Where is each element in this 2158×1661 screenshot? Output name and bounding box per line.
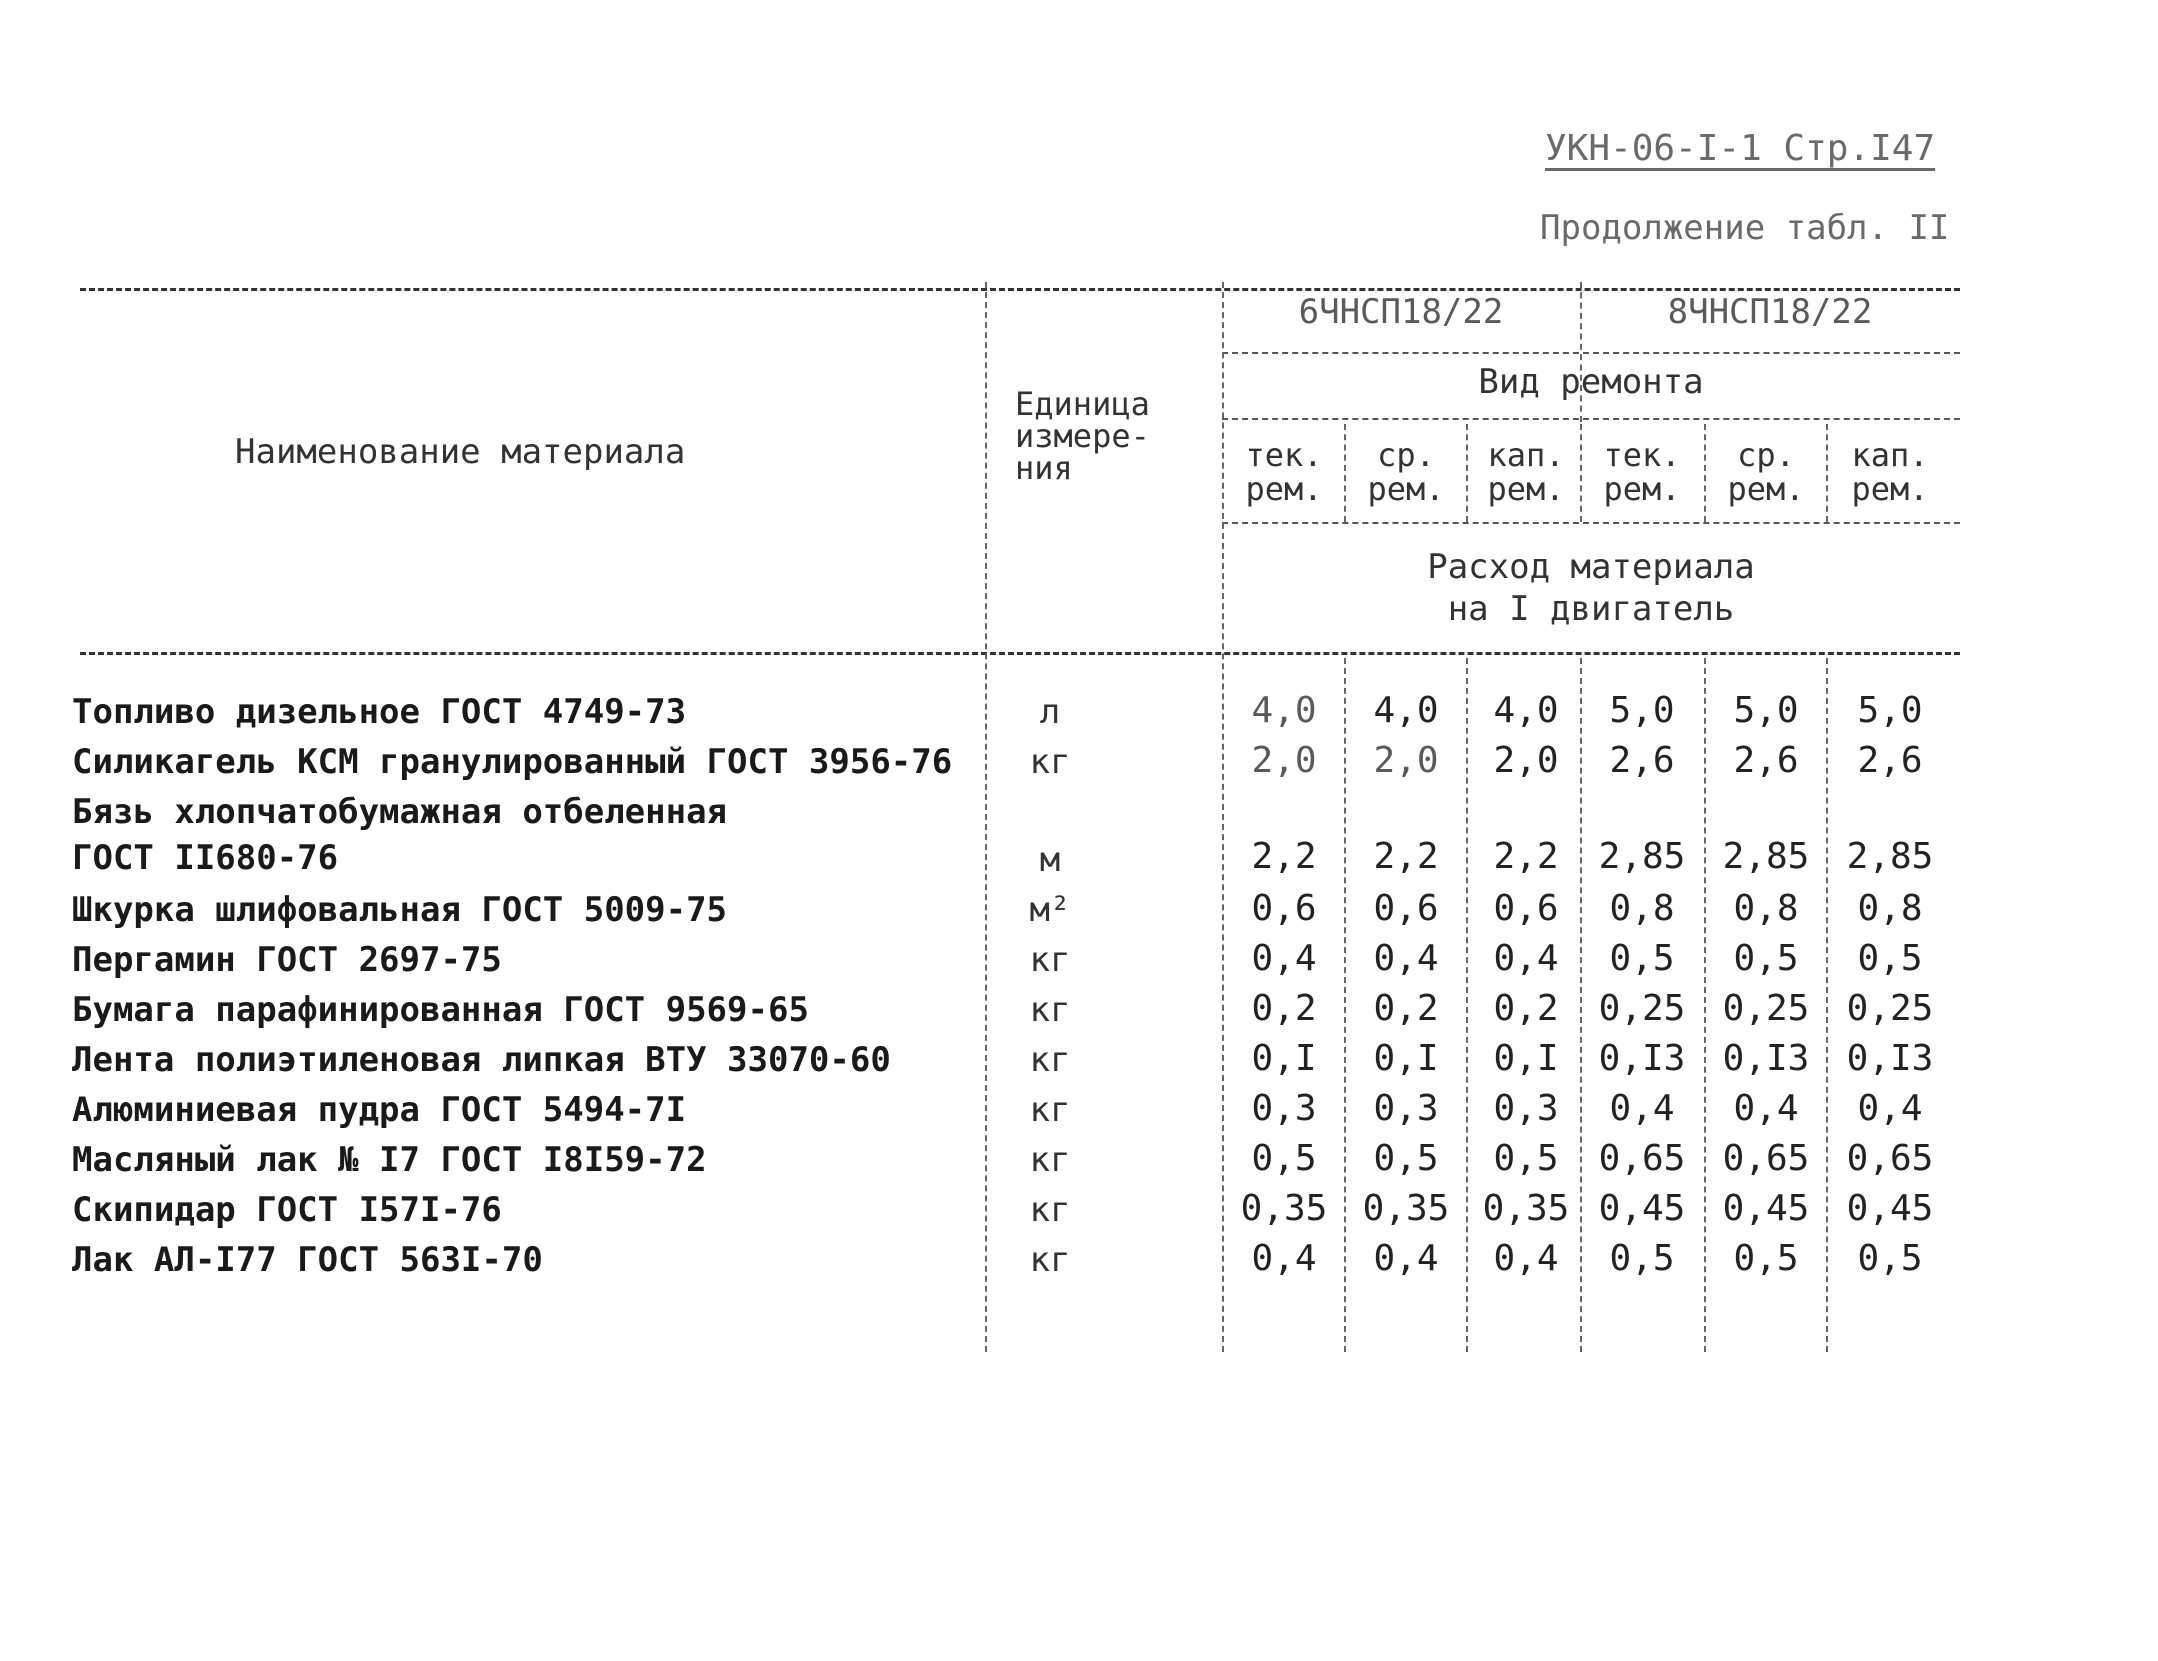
row-9-value-6: 0,65 bbox=[1846, 1138, 1934, 1179]
row-2-value-3: 2,0 bbox=[1493, 740, 1559, 781]
row-5-value-5: 0,5 bbox=[1733, 938, 1799, 979]
row-7-value-6: 0,I3 bbox=[1846, 1038, 1934, 1079]
row-2-value-6: 2,6 bbox=[1857, 740, 1923, 781]
row-3-value-1: 2,2 bbox=[1251, 836, 1317, 877]
row-10-value-2: 0,35 bbox=[1362, 1188, 1450, 1229]
row-8-value-5: 0,4 bbox=[1733, 1088, 1799, 1129]
row-3-value-2: 2,2 bbox=[1373, 836, 1439, 877]
row-4-value-6: 0,8 bbox=[1857, 888, 1923, 929]
row-9-unit: кг bbox=[1029, 1140, 1071, 1180]
row-6-value-2: 0,2 bbox=[1373, 988, 1439, 1029]
row-9-value-1: 0,5 bbox=[1251, 1138, 1317, 1179]
row-8-value-4: 0,4 bbox=[1609, 1088, 1675, 1129]
header-engine-2: 8ЧНСП18/22 bbox=[1667, 292, 1873, 332]
row-5-value-6: 0,5 bbox=[1857, 938, 1923, 979]
row-10-name: Скипидар ГОСТ I57I-76 bbox=[72, 1190, 502, 1230]
row-5-value-2: 0,4 bbox=[1373, 938, 1439, 979]
subheader-medium-repair-1 bbox=[1346, 438, 1466, 506]
row-1-value-1: 4,0 bbox=[1251, 690, 1317, 731]
row-4-value-3: 0,6 bbox=[1493, 888, 1559, 929]
row-9-value-2: 0,5 bbox=[1373, 1138, 1439, 1179]
header-unit-line-3: ния bbox=[1015, 449, 1073, 487]
subheader-text: тек. bbox=[1603, 436, 1681, 474]
row-2-unit: кг bbox=[1029, 742, 1071, 782]
row-1-name: Топливо дизельное ГОСТ 4749-73 bbox=[72, 692, 687, 732]
row-11-value-5: 0,5 bbox=[1733, 1238, 1799, 1279]
repair-type-rule bbox=[1222, 418, 1960, 420]
row-1-value-4: 5,0 bbox=[1609, 690, 1675, 731]
row-8-value-2: 0,3 bbox=[1373, 1088, 1439, 1129]
subheader-current-repair-1 bbox=[1224, 438, 1344, 506]
row-6-unit: кг bbox=[1029, 990, 1071, 1030]
table-top-rule bbox=[80, 288, 1960, 291]
header-unit-line-2: измере- bbox=[1015, 417, 1150, 455]
header-material-name: Наименование материала bbox=[235, 432, 686, 472]
engine-header-rule bbox=[1222, 352, 1960, 354]
row-2-value-5: 2,6 bbox=[1733, 740, 1799, 781]
row-2-name: Силикагель КСМ гранулированный ГОСТ 3956-76 bbox=[72, 742, 953, 782]
row-5-name: Пергамин ГОСТ 2697-75 bbox=[72, 940, 502, 980]
row-6-value-4: 0,25 bbox=[1598, 988, 1686, 1029]
row-4-name: Шкурка шлифовальная ГОСТ 5009-75 bbox=[72, 890, 728, 930]
row-4-unit: м² bbox=[1029, 890, 1071, 930]
row-7-value-2: 0,I bbox=[1373, 1038, 1439, 1079]
row-1-value-5: 5,0 bbox=[1733, 690, 1799, 731]
row-10-value-1: 0,35 bbox=[1240, 1188, 1328, 1229]
subheader-text: рем. bbox=[1603, 470, 1681, 508]
row-7-value-3: 0,I bbox=[1493, 1038, 1559, 1079]
row-7-name: Лента полиэтиленовая липкая ВТУ 33070-60 bbox=[72, 1040, 891, 1080]
row-6-value-5: 0,25 bbox=[1722, 988, 1810, 1029]
header-engine-1: 6ЧНСП18/22 bbox=[1298, 292, 1504, 332]
subheader-capital-repair-1 bbox=[1466, 438, 1586, 506]
row-7-unit: кг bbox=[1029, 1040, 1071, 1080]
row-3-value-6: 2,85 bbox=[1846, 836, 1934, 877]
row-8-value-1: 0,3 bbox=[1251, 1088, 1317, 1129]
subheader-text: рем. bbox=[1727, 470, 1805, 508]
subheader-text: рем. bbox=[1245, 470, 1323, 508]
row-1-value-2: 4,0 bbox=[1373, 690, 1439, 731]
unit-column-divider bbox=[985, 282, 987, 1352]
row-10-value-4: 0,45 bbox=[1598, 1188, 1686, 1229]
row-9-name: Масляный лак № I7 ГОСТ I8I59-72 bbox=[72, 1140, 707, 1180]
subcolumn-rule bbox=[1222, 522, 1960, 524]
subcol-divider-5 bbox=[1826, 658, 1828, 1352]
subheader-text: рем. bbox=[1851, 470, 1929, 508]
subheader-medium-repair-2 bbox=[1706, 438, 1826, 506]
document-code: УКН-06-I-1 Стр.I47 bbox=[1545, 128, 1936, 169]
row-3-value-5: 2,85 bbox=[1722, 836, 1810, 877]
row-9-value-4: 0,65 bbox=[1598, 1138, 1686, 1179]
row-11-unit: кг bbox=[1029, 1240, 1071, 1280]
header-consumption-line-1: Расход материала bbox=[1427, 547, 1755, 587]
row-7-value-5: 0,I3 bbox=[1722, 1038, 1810, 1079]
subheader-capital-repair-2 bbox=[1830, 438, 1950, 506]
subheader-text: ср. bbox=[1377, 436, 1435, 474]
table-continuation-label: Продолжение табл. II bbox=[1540, 208, 1950, 248]
row-5-value-3: 0,4 bbox=[1493, 938, 1559, 979]
row-1-value-3: 4,0 bbox=[1493, 690, 1559, 731]
subheader-current-repair-2 bbox=[1582, 438, 1702, 506]
row-11-value-1: 0,4 bbox=[1251, 1238, 1317, 1279]
row-3-name-line-2: ГОСТ II680-76 bbox=[72, 838, 339, 878]
row-6-value-1: 0,2 bbox=[1251, 988, 1317, 1029]
row-7-value-1: 0,I bbox=[1251, 1038, 1317, 1079]
row-10-value-6: 0,45 bbox=[1846, 1188, 1934, 1229]
row-5-value-1: 0,4 bbox=[1251, 938, 1317, 979]
header-unit bbox=[1015, 385, 1150, 487]
row-8-unit: кг bbox=[1029, 1090, 1071, 1130]
subheader-text: кап. bbox=[1487, 436, 1565, 474]
row-5-unit: кг bbox=[1029, 940, 1071, 980]
row-3-value-3: 2,2 bbox=[1493, 836, 1559, 877]
row-5-value-4: 0,5 bbox=[1609, 938, 1675, 979]
row-6-value-3: 0,2 bbox=[1493, 988, 1559, 1029]
header-consumption bbox=[1222, 546, 1960, 630]
subheader-text: тек. bbox=[1245, 436, 1323, 474]
subheader-text: рем. bbox=[1367, 470, 1445, 508]
header-unit-line-1: Единица bbox=[1015, 385, 1150, 423]
row-6-name: Бумага парафинированная ГОСТ 9569-65 bbox=[72, 990, 809, 1030]
row-4-value-2: 0,6 bbox=[1373, 888, 1439, 929]
row-2-value-1: 2,0 bbox=[1251, 740, 1317, 781]
row-11-value-2: 0,4 bbox=[1373, 1238, 1439, 1279]
row-4-value-1: 0,6 bbox=[1251, 888, 1317, 929]
row-3-name-line-1: Бязь хлопчатобумажная отбеленная bbox=[72, 792, 728, 832]
row-3-value-4: 2,85 bbox=[1598, 836, 1686, 877]
row-11-name: Лак АЛ-I77 ГОСТ 563I-70 bbox=[72, 1240, 543, 1280]
row-6-value-6: 0,25 bbox=[1846, 988, 1934, 1029]
row-2-value-4: 2,6 bbox=[1609, 740, 1675, 781]
header-repair-type: Вид ремонта bbox=[1478, 362, 1704, 402]
subheader-text: рем. bbox=[1487, 470, 1565, 508]
row-9-value-5: 0,65 bbox=[1722, 1138, 1810, 1179]
header-bottom-rule bbox=[80, 652, 1960, 655]
row-2-value-2: 2,0 bbox=[1373, 740, 1439, 781]
row-4-value-4: 0,8 bbox=[1609, 888, 1675, 929]
row-8-value-3: 0,3 bbox=[1493, 1088, 1559, 1129]
row-9-value-3: 0,5 bbox=[1493, 1138, 1559, 1179]
subcol-divider-5-header bbox=[1826, 424, 1828, 522]
row-3-unit: м bbox=[1039, 840, 1061, 880]
row-1-value-6: 5,0 bbox=[1857, 690, 1923, 731]
header-consumption-line-2: на I двигатель bbox=[1447, 589, 1735, 629]
row-10-value-5: 0,45 bbox=[1722, 1188, 1810, 1229]
row-4-value-5: 0,8 bbox=[1733, 888, 1799, 929]
row-1-unit: л bbox=[1039, 692, 1061, 732]
row-8-name: Алюминиевая пудра ГОСТ 5494-7I bbox=[72, 1090, 687, 1130]
row-11-value-6: 0,5 bbox=[1857, 1238, 1923, 1279]
subheader-text: кап. bbox=[1851, 436, 1929, 474]
row-10-value-3: 0,35 bbox=[1482, 1188, 1570, 1229]
subheader-text: ср. bbox=[1737, 436, 1795, 474]
row-7-value-4: 0,I3 bbox=[1598, 1038, 1686, 1079]
row-11-value-3: 0,4 bbox=[1493, 1238, 1559, 1279]
row-10-unit: кг bbox=[1029, 1190, 1071, 1230]
row-11-value-4: 0,5 bbox=[1609, 1238, 1675, 1279]
row-8-value-6: 0,4 bbox=[1857, 1088, 1923, 1129]
